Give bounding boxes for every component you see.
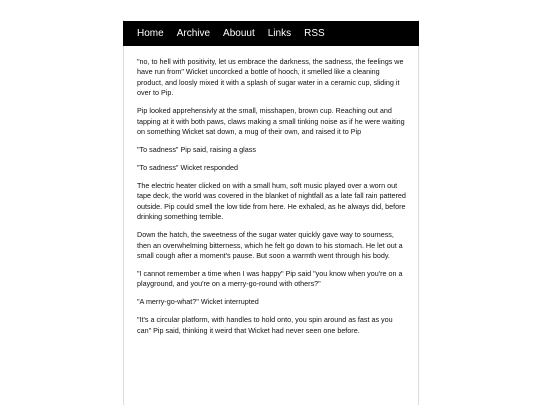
story-paragraph: "To sadness" Wicket responded bbox=[137, 163, 238, 173]
nav-links-link[interactable]: Links bbox=[267, 28, 292, 39]
story-paragraph: "no, to hell with positivity, let us embrace the darkness, the sadness, the feelings we have run from" Wicket uncorcked a bottle of hooch, it smelled like a cleaning product, and loosly mixed it with a splash of sugar water in a ceramic cup, sliding it over to Pip. bbox=[137, 57, 404, 98]
top-navigation bbox=[123, 21, 419, 46]
story-body bbox=[137, 57, 407, 344]
story-paragraph: "It's a circular platform, with handles to hold onto, you spin around as fast as you can" Pip said, thinking it weird that Wicket had never seen one before. bbox=[137, 315, 393, 335]
nav-about-link[interactable]: Abouut bbox=[223, 28, 255, 39]
nav-rss-link[interactable]: RSS bbox=[304, 28, 325, 39]
story-paragraph: Down the hatch, the sweetness of the sugar water quickly gave way to sourness, then an overwhelming bitterness, which he felt go down to his stomach. He let out a small cough after a moment's pause. But soon a warmth went through his body. bbox=[137, 230, 403, 261]
story-paragraph: "A merry-go-what?" Wicket interrupted bbox=[137, 297, 259, 307]
story-paragraph: Pip looked apprehensivly at the small, misshapen, brown cup. Reaching out and tapping at it with both paws, claws making a small tinking noise as if he were waiting on something Wicket sat down, a mug of their own, and raised it to Pip bbox=[137, 106, 405, 137]
nav-home-link[interactable]: Home bbox=[137, 28, 164, 39]
story-paragraph: "I cannot remember a time when I was happy" Pip said "you know when you're on a playground, and you're on a merry-go-round with others?" bbox=[137, 269, 403, 289]
nav-archive-link[interactable]: Archive bbox=[176, 28, 211, 39]
story-paragraph: The electric heater clicked on with a small hum, soft music played over a worn out tape deck, the world was covered in the blanket of nightfall as a late fall rain pattered outside. Pip could smell the low tide from here. He exhaled, as he always did, before drinking something terrible. bbox=[137, 181, 406, 222]
story-paragraph: "To sadness" Pip said, raising a glass bbox=[137, 145, 256, 155]
